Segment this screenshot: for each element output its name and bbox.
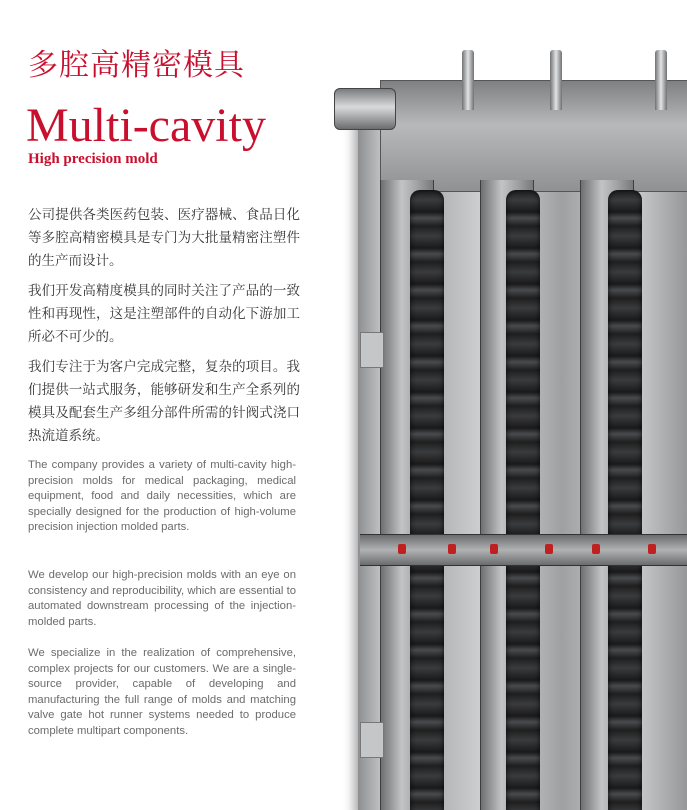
mold-image	[330, 40, 687, 810]
title-chinese: 多腔高精密模具	[28, 48, 245, 83]
guide-pin	[655, 50, 667, 110]
cavity-column	[506, 190, 540, 810]
guide-pin	[462, 50, 474, 110]
red-marker	[592, 544, 600, 554]
red-marker	[490, 544, 498, 554]
mold-cross-bar	[360, 534, 687, 566]
paragraph-cn-1: 公司提供各类医药包装、医疗器械、食品日化等多腔高精密模具是专门为大批量精密注塑件的生产而设计。	[28, 207, 300, 269]
cavity-column	[608, 190, 642, 810]
paragraph-en-3: We specialize in the realization of comprehensive, complex projects for our customers. We are a single-source provider, capable of developing and manufacturing the full range of molds and matching valve gate hot runner systems needed to produce complete multipart components.	[28, 647, 296, 737]
title-english: Multi-cavity	[26, 99, 266, 152]
red-marker	[648, 544, 656, 554]
cavity-column	[410, 190, 444, 810]
paragraph-en-1: The company provides a variety of multi-cavity high-precision molds for medical packaging, medical equipment, food and daily necessities, which are specially designed for the production of high-volume precision injection molded parts.	[28, 459, 296, 534]
mold-side-tab	[360, 332, 384, 368]
paragraph-cn-2: 我们开发高精度模具的同时关注了产品的一致性和再现性，这是注塑部件的自动化下游加工所必不可少的。	[28, 283, 300, 345]
red-marker	[545, 544, 553, 554]
paragraph-cn-3: 我们专注于为客户完成完整，复杂的项目。我们提供一站式服务，能够研发和生产全系列的模具及配套生产多组分部件所需的针阀式浇口热流道系统。	[28, 359, 300, 444]
red-marker	[448, 544, 456, 554]
subtitle: High precision mold	[28, 151, 158, 167]
mold-top-plate	[380, 80, 687, 192]
mold-side-tab	[360, 722, 384, 758]
paragraph-en-2: We develop our high-precision molds with an eye on consistency and reproducibility, which are essential to automated downstream processing of the injection-molded parts.	[28, 569, 296, 628]
guide-pin	[550, 50, 562, 110]
mold-nozzle	[334, 88, 396, 130]
red-marker	[398, 544, 406, 554]
